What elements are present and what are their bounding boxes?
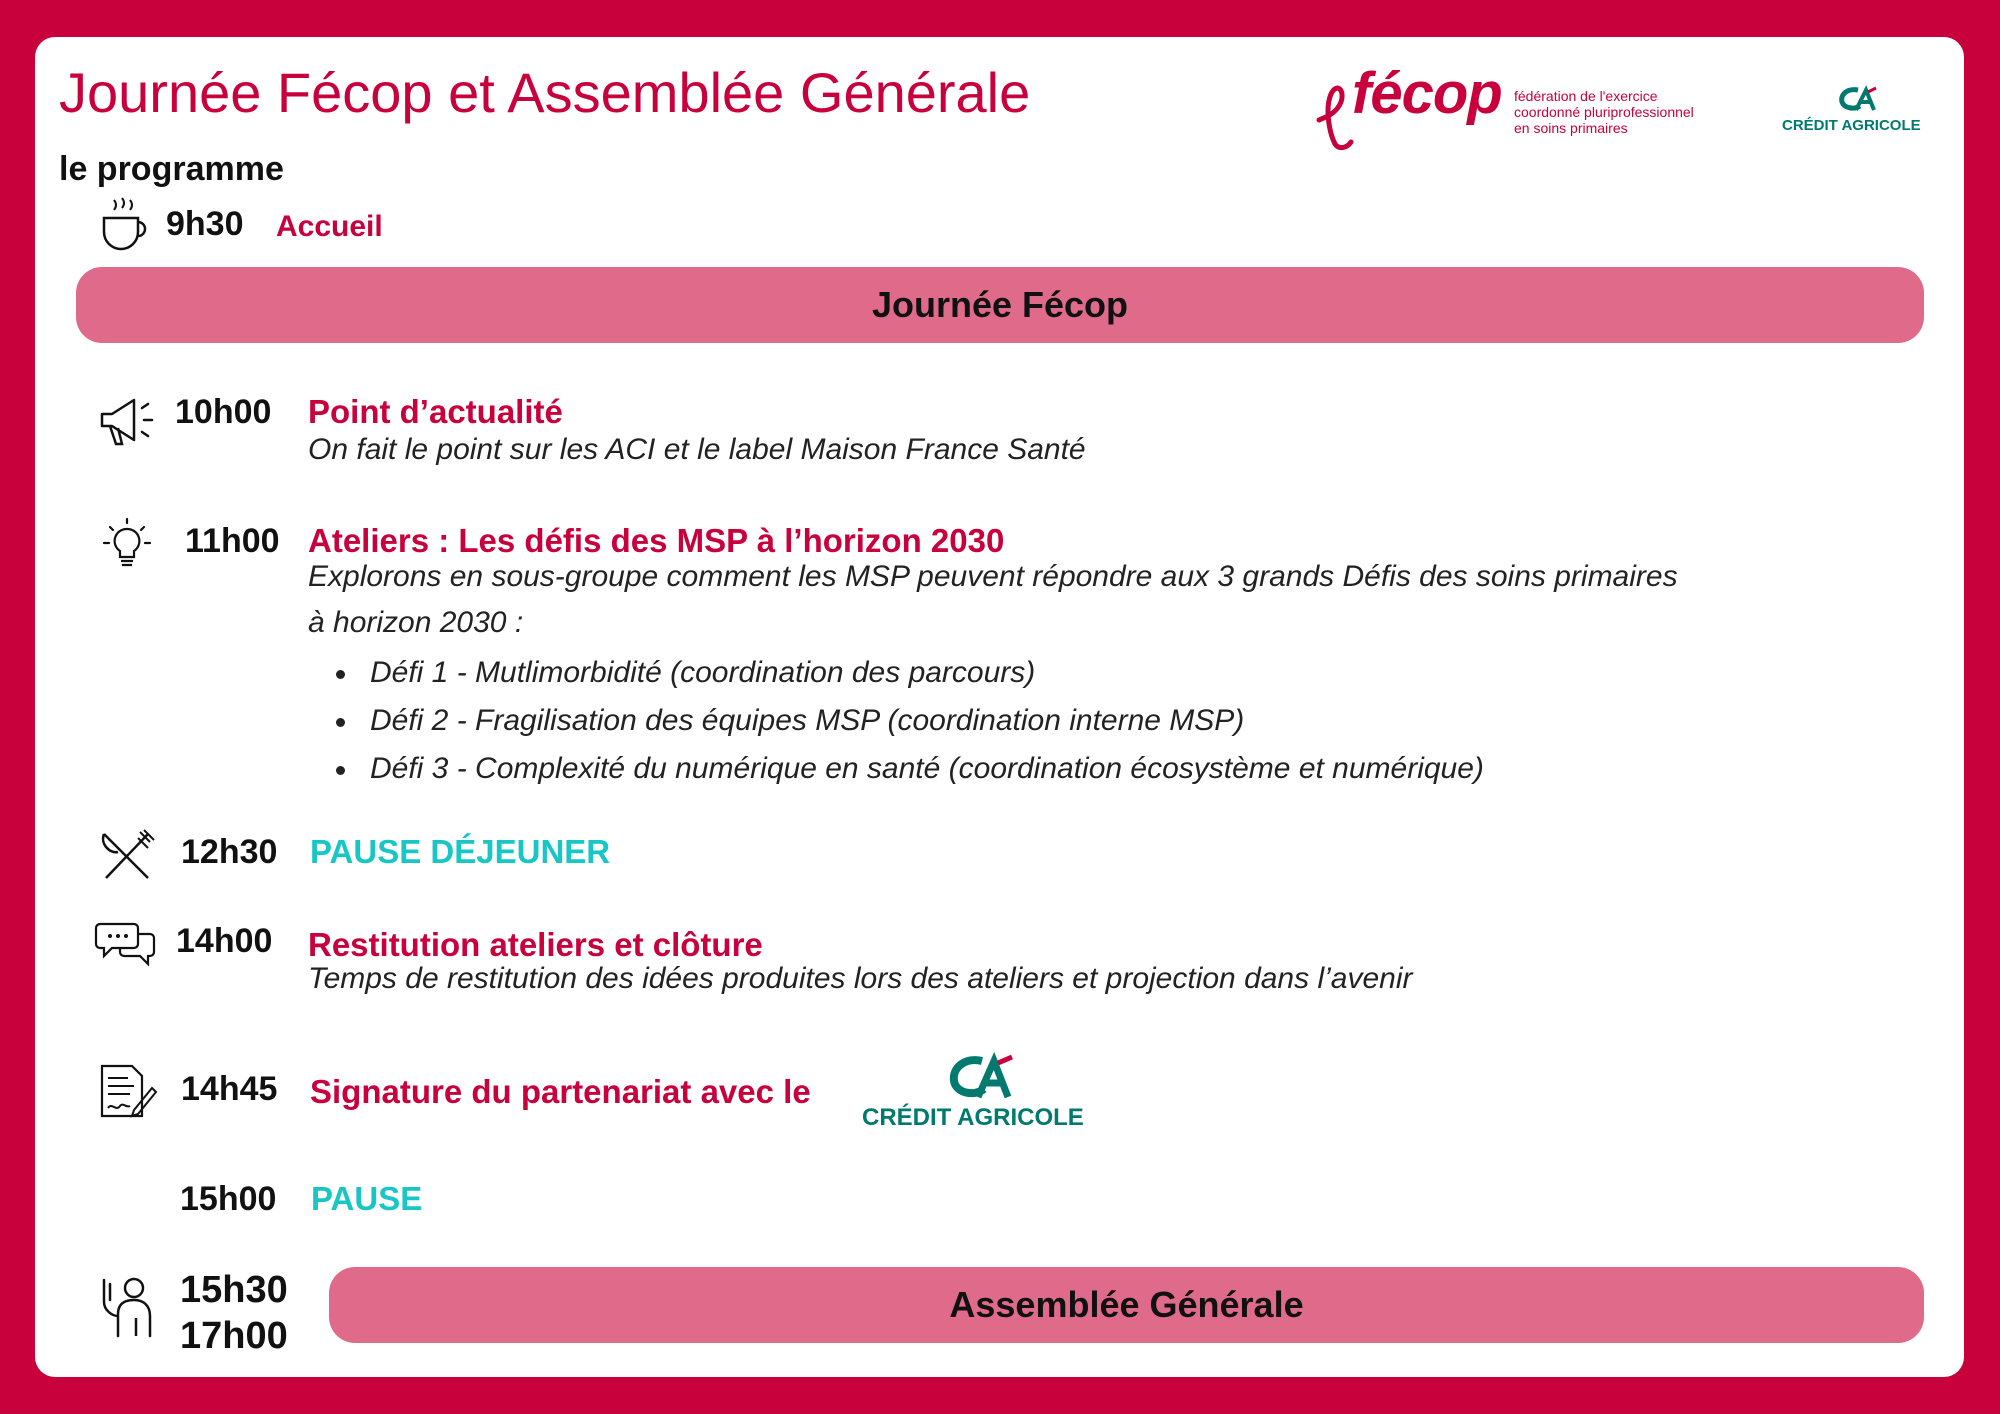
fecop-logo-swirl [1315,72,1355,152]
credit-agricole-logo-text: CRÉDIT AGRICOLE [1782,117,1921,134]
list-item: Défi 3 - Complexité du numérique en santé (coordination écosystème et numérique) [336,745,1484,793]
desc-restitution: Temps de restitution des idées produites lors des ateliers et projection dans l’avenir [308,962,1413,995]
chat-bubbles-icon [96,918,158,968]
time-ag-start: 15h30 [180,1269,288,1311]
label-dejeuner: PAUSE DÉJEUNER [310,833,611,870]
fecop-logo-text: fécop [1352,61,1502,126]
defis-list [336,649,1484,793]
label-accueil: Accueil [276,210,383,243]
list-item: Défi 2 - Fragilisation des équipes MSP (coordination interne MSP) [336,697,1484,745]
fecop-tagline-line: en soins primaires [1514,120,1628,136]
credit-agricole-logo-text: CRÉDIT AGRICOLE [862,1104,1084,1131]
fecop-tagline-line: coordonné pluriprofessionnel [1514,104,1694,120]
assemblee-generale-banner: Assemblée Générale [329,1267,1924,1343]
label-signature: Signature du partenariat avec le [310,1073,811,1110]
page-subtitle: le programme [59,150,284,188]
page-title: Journée Fécop et Assemblée Générale [59,61,1031,124]
time-restitution: 14h00 [176,922,273,960]
time-actualite: 10h00 [175,393,272,431]
fecop-tagline [1514,88,1754,136]
time-pause: 15h00 [180,1180,277,1218]
desc-ateliers-line1: Explorons en sous-groupe comment les MSP peuvent répondre aux 3 grands Défis des soins primaires [308,560,1678,593]
credit-agricole-logo-mark [1838,86,1878,112]
time-ateliers: 11h00 [185,522,280,560]
desc-ateliers-line2: à horizon 2030 : [308,606,524,639]
label-ateliers: Ateliers : Les défis des MSP à l’horizon 2030 [308,522,1005,559]
label-pause: PAUSE [311,1180,423,1217]
megaphone-icon [98,394,158,450]
time-ag-end: 17h00 [180,1315,288,1357]
document-signature-icon [98,1062,158,1120]
fork-knife-icon [98,830,156,882]
lightbulb-icon [102,515,152,571]
list-item: Défi 1 - Mutlimorbidité (coordination des parcours) [336,649,1484,697]
time-accueil: 9h30 [166,205,244,243]
desc-actualite: On fait le point sur les ACI et le label Maison France Santé [308,433,1086,466]
journee-fecop-banner: Journée Fécop [76,267,1924,343]
time-dejeuner: 12h30 [181,833,278,871]
coffee-cup-icon [100,196,152,254]
label-actualite: Point d’actualité [308,393,563,430]
time-signature: 14h45 [181,1070,278,1108]
fecop-tagline-line: fédération de l'exercice [1514,88,1658,104]
credit-agricole-logo-mark [948,1055,1014,1099]
label-restitution: Restitution ateliers et clôture [308,926,763,963]
raised-hand-icon [98,1274,156,1338]
